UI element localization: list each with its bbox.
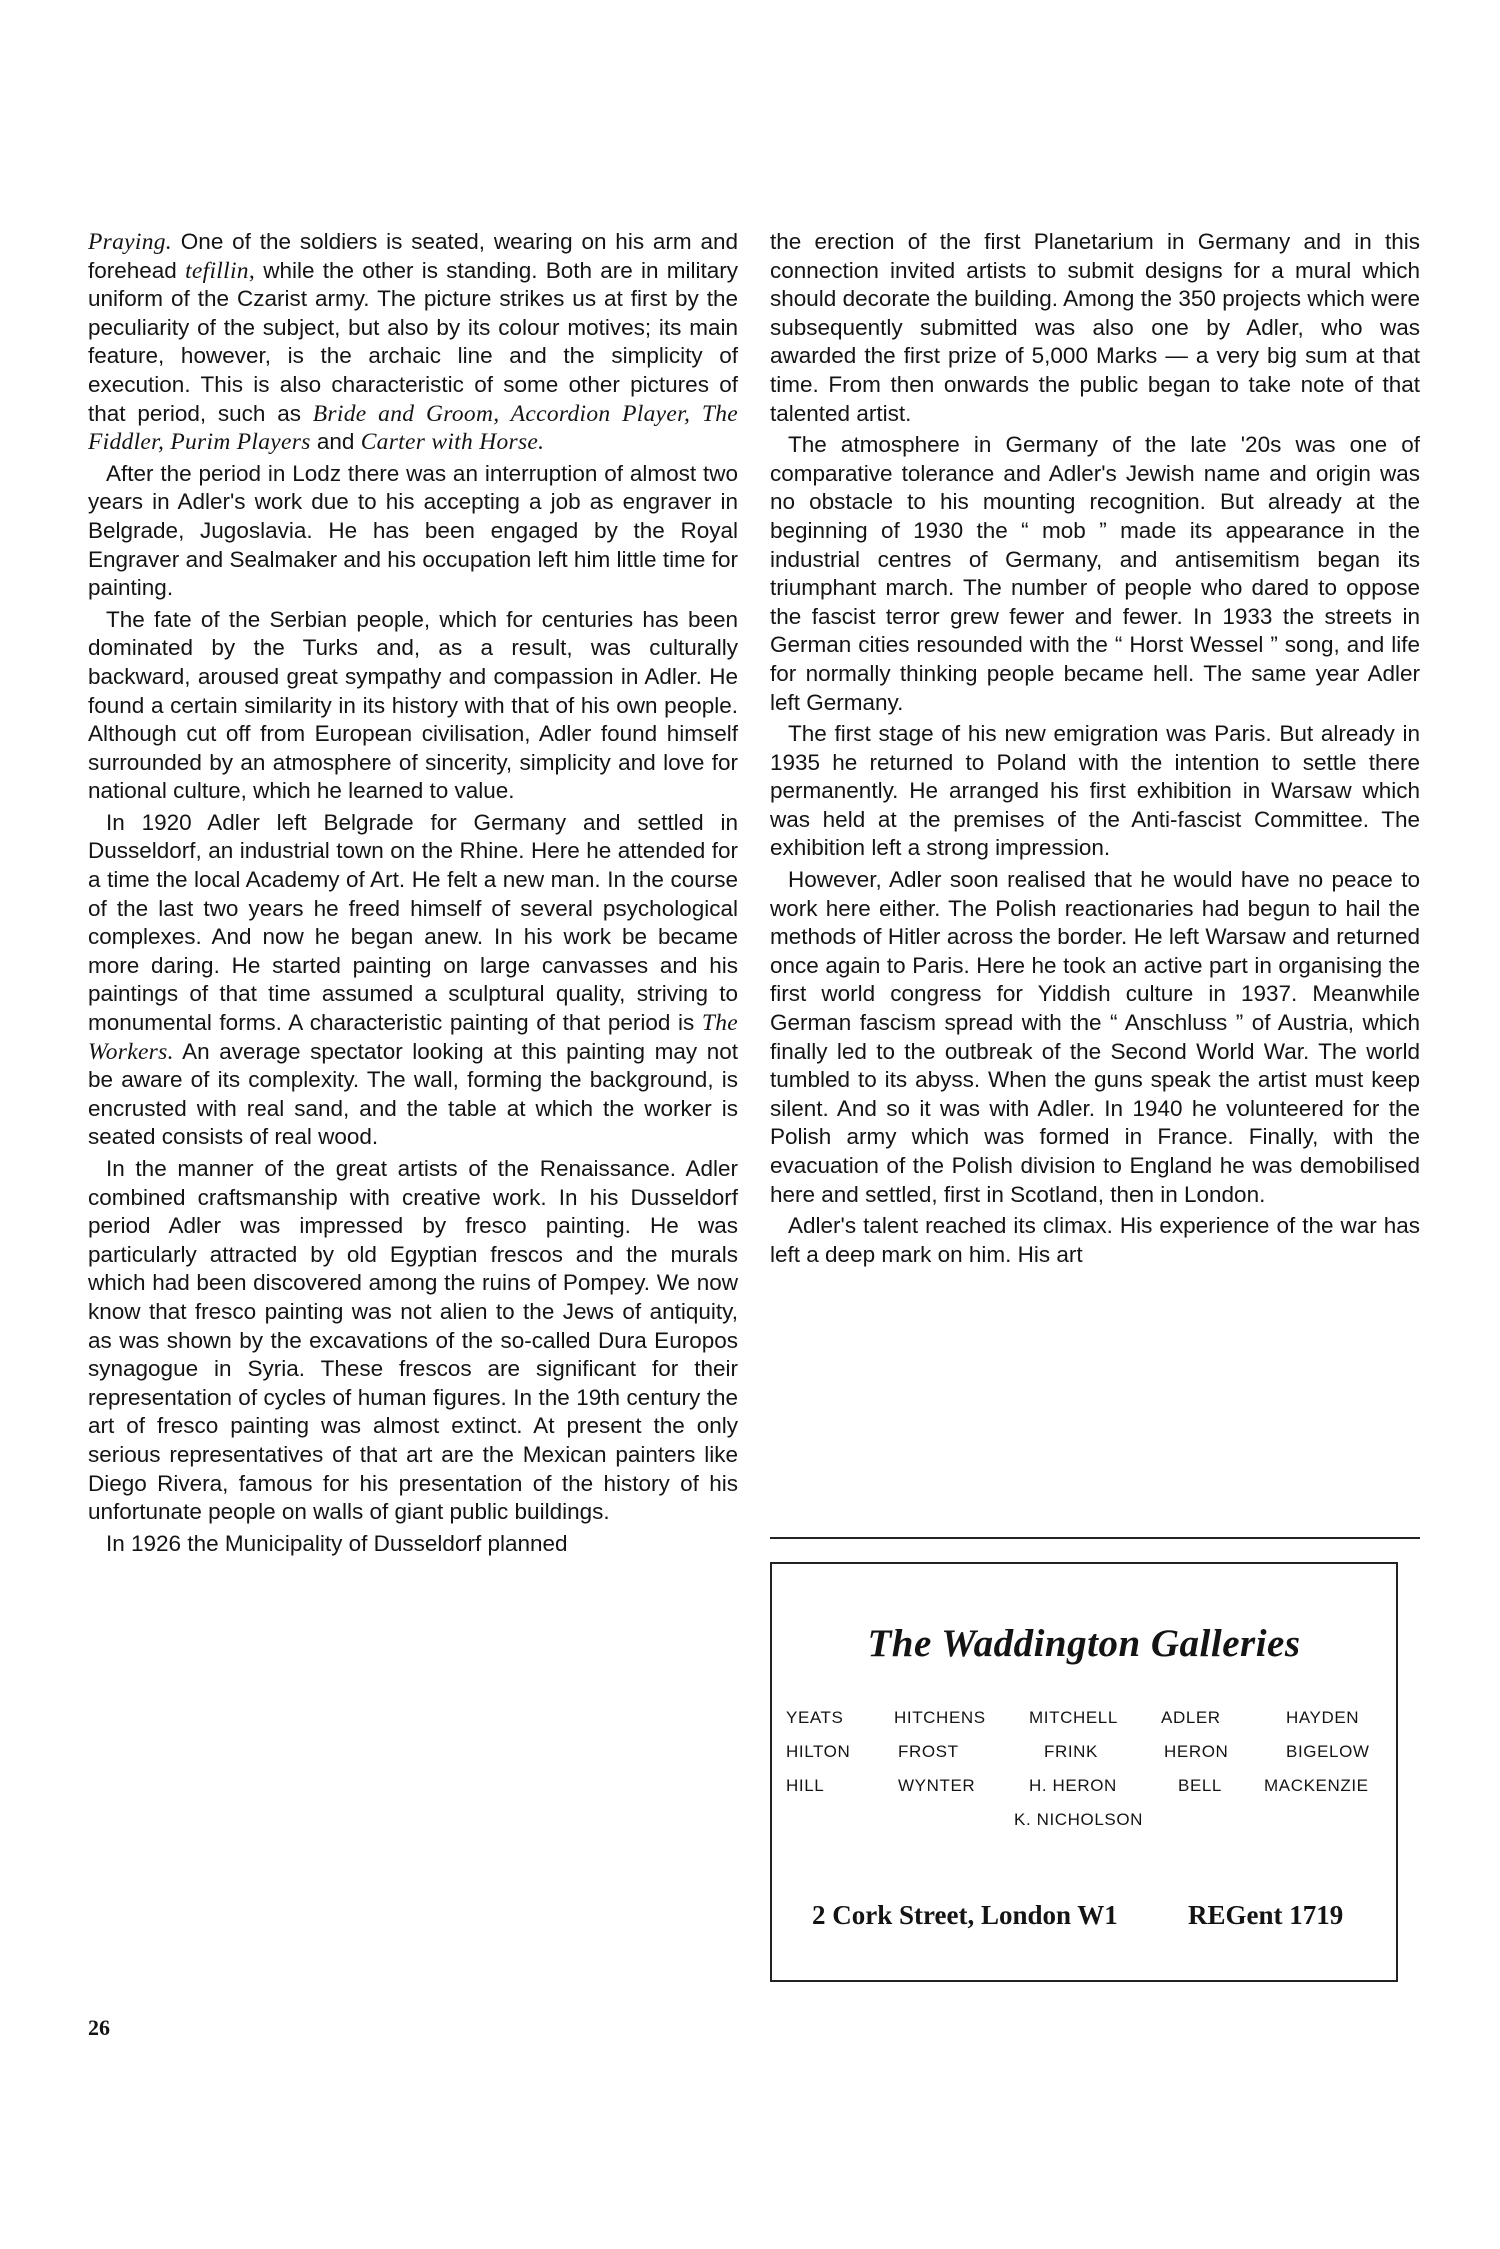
artist-name: YEATS bbox=[786, 1708, 844, 1727]
artist-name: HILTON bbox=[786, 1742, 851, 1761]
artist-name: MACKENZIE bbox=[1264, 1776, 1369, 1795]
page-number: 26 bbox=[88, 2015, 110, 2040]
artist-name: BIGELOW bbox=[1286, 1742, 1370, 1761]
artist-row bbox=[786, 1742, 1386, 1776]
artist-row bbox=[786, 1810, 1386, 1844]
artist-name: HILL bbox=[786, 1776, 825, 1795]
artist-name: FROST bbox=[898, 1742, 959, 1761]
paragraph: However, Adler soon realised that he would have no peace to work here either. The Polish reactionaries had begun to hail the methods of Hitler across the border. He left Warsaw and returned once again to Paris. Here he took an active part in organising the first world congress for Yiddish culture in 1937. Meanwhile German fascism spread with the “ Anschluss ” of Austria, which finally led to the outbreak of the Second World War. The world tumbled to its abyss. When the guns speak the artist must keep silent. And so it was with Adler. In 1940 he volunteered for the Polish army which was formed in France. Finally, with the evacuation of the Polish division to England he was demobilised here and settled, first in Scotland, then in London. bbox=[770, 867, 1420, 1207]
ad-phone: REGent 1719 bbox=[1188, 1900, 1344, 1930]
paragraph: The first stage of his new emigration was Paris. But already in 1935 he returned to Poland with the intention to settle there permanently. He arranged his first exhibition in Warsaw which was held at the premises of the Anti-fascist Committee. The exhibition left a strong impression. bbox=[770, 721, 1420, 861]
artist-name: HERON bbox=[1164, 1742, 1229, 1761]
artist-name: ADLER bbox=[1161, 1708, 1221, 1727]
artist-name: K. NICHOLSON bbox=[1014, 1810, 1144, 1829]
artist-name: HAYDEN bbox=[1286, 1708, 1360, 1727]
artist-row bbox=[786, 1776, 1386, 1810]
ad-address: 2 Cork Street, London W1 bbox=[812, 1900, 1118, 1930]
artist-name: BELL bbox=[1178, 1776, 1222, 1795]
ad-title: The Waddington Galleries bbox=[867, 1622, 1301, 1665]
artist-name: WYNTER bbox=[898, 1776, 976, 1795]
paragraph: After the period in Lodz there was an interruption of almost two years in Adler's work due to his accepting a job as engraver in Belgrade, Jugoslavia. He has been engaged by the Royal Engraver and Sealmaker and his occupation left him little time for painting. bbox=[88, 460, 738, 601]
paragraph: the erection of the first Planetarium in Germany and in this connection invited artists to submit designs for a mural which should decorate the building. Among the 350 projects which were subsequently submitted was also one by Adler, who was awarded the first prize of 5,000 Marks — a very big sum at that time. From then onwards the public began to take note of that talented artist. bbox=[770, 229, 1420, 426]
artist-row bbox=[786, 1708, 1386, 1742]
left-column bbox=[88, 228, 738, 1558]
paragraph: In 1926 the Municipality of Dusseldorf planned bbox=[106, 1530, 568, 1556]
artist-name: MITCHELL bbox=[1029, 1708, 1118, 1727]
artist-name: HITCHENS bbox=[894, 1708, 986, 1727]
paragraph: The atmosphere in Germany of the late '20s was one of comparative tolerance and Adler's Jewish name and origin was no obstacle to his mounting recognition. But already at the beginning of 1930 the “ mob ” made its appearance in the industrial centres of Germany, and antisemitism began its triumphant march. The number of people who dared to oppose the fascist terror grew fewer and fewer. In 1933 the streets in German cities resounded with the “ Horst Wessel ” song, and life for normally thinking people became hell. The same year Adler left Germany. bbox=[770, 432, 1420, 715]
divider bbox=[770, 1537, 1420, 1539]
paragraph: Adler's talent reached its climax. His experience of the war has left a deep mark on him. His art bbox=[770, 1213, 1420, 1267]
artist-name: FRINK bbox=[1044, 1742, 1098, 1761]
right-column bbox=[770, 228, 1420, 1269]
artist-name: H. HERON bbox=[1029, 1776, 1117, 1795]
paragraph: In the manner of the great artists of the Renaissance. Adler combined craftsmanship with creative work. In his Dusseldorf period Adler was impressed by fresco painting. He was particularly attracted by old Egyptian frescos and the murals which had been discovered among the ruins of Pompey. We now know that fresco painting was not alien to the Jews of antiquity, as was shown by the excavations of the so-called Dura Europos synagogue in Syria. These frescos are significant for their representation of cycles of human figures. In the 19th century the art of fresco painting was almost extinct. At present the only serious representatives of that art are the Mexican painters like Diego Rivera, famous for his presentation of the history of his unfortunate people on walls of giant public buildings. bbox=[88, 1156, 738, 1525]
artist-list bbox=[786, 1708, 1386, 1844]
gallery-advertisement bbox=[770, 1562, 1398, 1982]
paragraph: Praying. One of the soldiers is seated, wearing on his arm and forehead tefillin, while the other is standing. Both are in military uniform of the Czarist army. The picture strikes us at first by the peculiarity of the subject, but also by its colour motives; its main feature, however, is the archaic line and the simplicity of execution. This is also characteristic of some other pictures of that period, such as Bride and Groom, Accordion Player, The Fiddler, Purim Players and Carter with Horse. bbox=[88, 229, 739, 456]
paragraph: In 1920 Adler left Belgrade for Germany and settled in Dusseldorf, an industrial town on the Rhine. Here he attended for a time the local Academy of Art. He felt a new man. In the course of the last two years he freed himself of several psychological complexes. And now he began anew. In his work be became more daring. He started painting on large canvasses and his paintings of that time assumed a sculptural quality, striving to monumental forms. A characteristic painting of that period is The Workers. An average spectator looking at this painting may not be aware of its complexity. The wall, forming the background, is encrusted with real sand, and the table at which the worker is seated consists of real wood. bbox=[88, 809, 738, 1150]
paragraph: The fate of the Serbian people, which for centuries has been dominated by the Turks and, as a result, was culturally backward, aroused great sympathy and compassion in Adler. He found a certain similarity in its history with that of his own people. Although cut off from European civilisation, Adler found himself surrounded by an atmosphere of sincerity, simplicity and love for national culture, which he learned to value. bbox=[88, 606, 738, 804]
